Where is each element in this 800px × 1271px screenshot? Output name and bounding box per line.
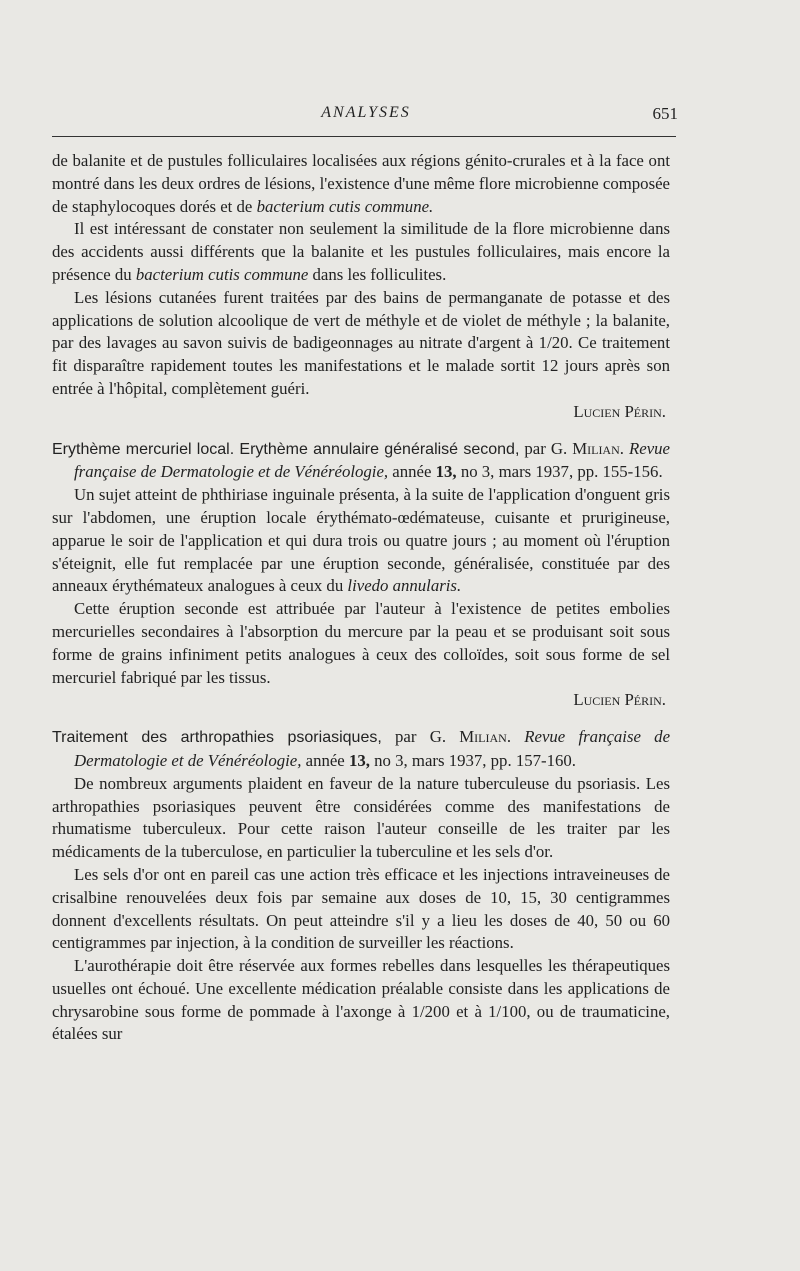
running-title: ANALYSES xyxy=(321,104,411,121)
paragraph: de balanite et de pustules folliculaires localisées aux régions génito-crurales et à la face ont montré dans les deux ordres de lésions, l'existence d'une même flore microbienne composée de staphylocoques dorés et de bacterium cutis commune. xyxy=(52,151,670,216)
page-number: 651 xyxy=(652,104,678,123)
paragraph: Un sujet atteint de phthiriase inguinale présenta, à la suite de l'application d'onguent gris sur l'abdomen, une éruption locale érythémato-œdémateuse, cuisante et prurigineuse, apparue le soir de l'application et qui dura trois ou quatre jours ; au moment où l'éruption s'éteignit, elle fut remplacée par une éruption seconde, généralisée, constituée par des anneaux érythémateux analogues à ceux du livedo annularis. xyxy=(52,485,670,596)
article-author: G. Milian. xyxy=(550,438,624,458)
signature: Lucien Périn. xyxy=(573,401,666,421)
article-title: Traitement des arthropathies psoriasiques, xyxy=(52,729,382,747)
journal-name: Revue française de Dermatologie et de Vénéréologie, xyxy=(74,438,670,482)
article-author: G. Milian. xyxy=(429,727,512,747)
paragraph: Les lésions cutanées furent traitées par des bains de permanganate de potasse et des applications de solution alcoolique de vert de méthyle et de violet de méthyle ; la balanite, par des lavages au savon suivis de badigeonnages au nitrate d'argent à 1/20. Ce traitement fit disparaître rapidement toutes les manifestations et le malade sortit 12 jours après son entrée à l'hôpital, complètement guéri. xyxy=(52,287,670,398)
paragraph: Cette éruption seconde est attribuée par l'auteur à l'existence de petites embolies mercurielles secondaires à l'absorption du mercure par la peau et se produisant soit sous forme de grains infiniment petits analogues à ceux des colloïdes, soit sous forme de sel mercuriel fabriqué par les tissus. xyxy=(52,599,670,687)
article-heading: Traitement des arthropathies psoriasiques, par G. Milian. Revue française de Dermatologie et de Vénéréologie, année 13, no 3, mars 1937, pp. 157-160. xyxy=(52,727,671,770)
signature: Lucien Périn. xyxy=(573,690,666,710)
page-body xyxy=(52,150,670,1046)
paragraph: Les sels d'or ont en pareil cas une action très efficace et les injections intraveineuses de crisalbine renouvelées deux fois par semaine aux doses de 10, 15, 30 centigrammes donnent d'excellents résultats. On peut atteindre s'il y a lieu les doses de 40, 50 ou 60 centigrammes par injection, à la condition de surveiller les réactions. xyxy=(52,864,670,953)
article-heading: Erythème mercuriel local. Erythème annulaire généralisé second, par G. Milian. Revue française de Dermatologie et de Vénéréologie, année 13, no 3, mars 1937, pp. 155-156. xyxy=(52,438,670,482)
running-header xyxy=(52,98,680,128)
paragraph: De nombreux arguments plaident en faveur de la nature tuberculeuse du psoriasis. Les arthropathies psoriasiques peuvent être considérées comme des manifestations de rhumatisme tuberculeux. Pour cette raison l'auteur conseille de les traiter par les médicaments de la tuberculose, en particulier la tuberculine et les sels d'or. xyxy=(52,773,670,862)
paragraph: Il est intéressant de constater non seulement la similitude de la flore microbienne dans des accidents aussi différents que la balanite et les pustules folliculaires, mais encore la présence du bacterium cutis commune dans les folliculites. xyxy=(52,219,670,284)
journal-name: Revue française de Dermatologie et de Vénéréologie, xyxy=(74,727,671,770)
header-rule xyxy=(52,136,676,137)
article-title: Erythème mercuriel local. Erythème annulaire généralisé second, xyxy=(52,440,520,458)
paragraph: L'aurothérapie doit être réservée aux formes rebelles dans lesquelles les thérapeutiques usuelles ont échoué. Une excellente médication préalable consiste dans les applications de chrysarobine sous forme de pommade à l'axonge à 1/200 et à 1/100, ou de traumaticine, étalées sur xyxy=(52,956,670,1044)
